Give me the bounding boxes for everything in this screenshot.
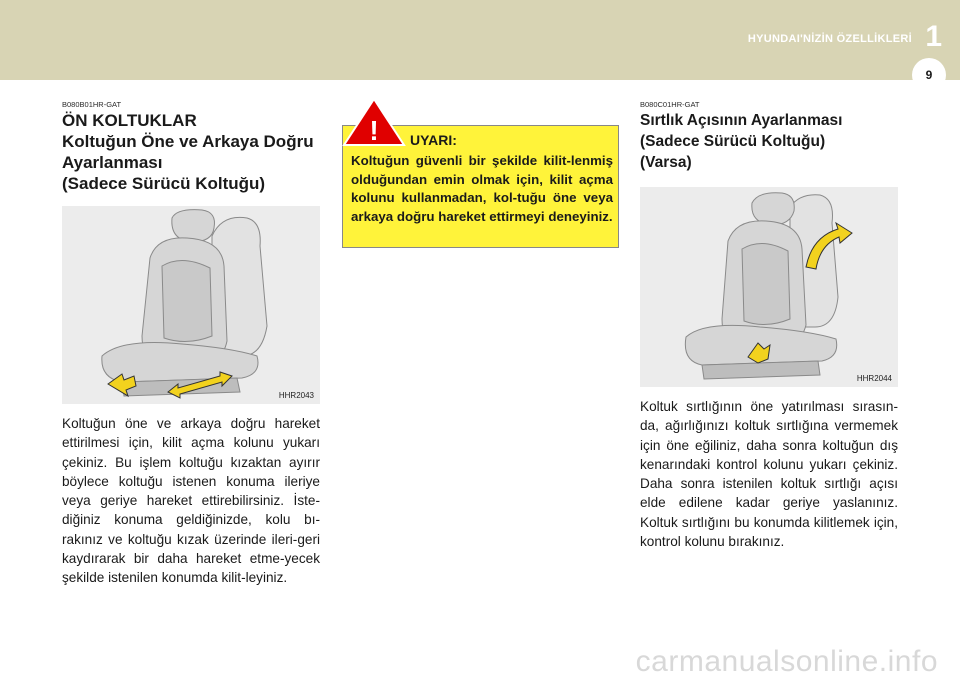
section-code: B080C01HR-GAT [640,100,700,109]
chapter-number: 1 [925,20,942,53]
section-body: Koltuk sırtlığının öne yatırılması sırasın-da, ağırlığınızı koltuk sırtlığına vermemek için öne eğiliniz, daha sonra koltuğun dış kenarındaki kontrol kolunu yukarı çekiniz. Daha sonra istenilen koltuk sırtlığı açısı elde edilene kadar geriye yaslanınız. Koltuk sırtlığını bu konumda kilitlemek için, kontrol kolunu bırakınız. [640,399,898,550]
chapter-title: HYUNDAI'NİZİN ÖZELLİKLERİ [747,33,912,45]
section-title-line: (Varsa) [640,154,692,171]
section-front-seats [62,100,320,588]
section-seatback-angle [640,100,898,551]
section-subtitle-line: (Sadece Sürücü Koltuğu) [62,174,266,193]
section-subtitle-line: Koltuğun Öne ve Arkaya Doğru [62,132,314,151]
watermark: carmanualsonline.info [635,645,938,678]
seat-illustration [102,210,267,396]
section-title-line: (Sadece Sürücü Koltuğu) [640,133,826,150]
page-number: 9 [912,58,946,92]
figure-label: HHR2043 [278,391,314,400]
seatback-recline-figure [640,187,898,387]
warning-title: UYARI: [410,132,457,148]
section-title-line: Sırtlık Açısının Ayarlanması [640,112,843,129]
section-subtitle-line: Ayarlanması [62,153,163,172]
warning-text: Koltuğun güvenli bir şekilde kilit-lenmiş olduğundan emin olmak için, kilit açma kolunu kullanmadan, kol-tuğu öne veya arkaya doğru hareket ettirmeyi deneyiniz. [351,153,613,224]
section-title: ÖN KOLTUKLAR [62,111,197,130]
figure-label: HHR2044 [856,374,892,383]
section-body: Koltuğun öne ve arkaya doğru hareket ettirilmesi için, kilit açma kolunu yukarı çekiniz. Bu işlem koltuğu kızaktan ayırır böylece koltuğu istenen konuma ileriye veya geriye hareket ettirebilirsiniz. İste-diğiniz konuma geldiğinizde, kolu bı-rakınız ve koltuğu kızak üzerinde ileri-geri kaydırarak bir daha hareket etme-yecek şekilde istenilen konumda kilit-leyiniz. [62,416,320,586]
seat-slide-figure [62,206,320,404]
warning-icon [342,97,406,147]
svg-text:!: ! [369,115,379,146]
section-code: B080B01HR-GAT [62,100,122,109]
